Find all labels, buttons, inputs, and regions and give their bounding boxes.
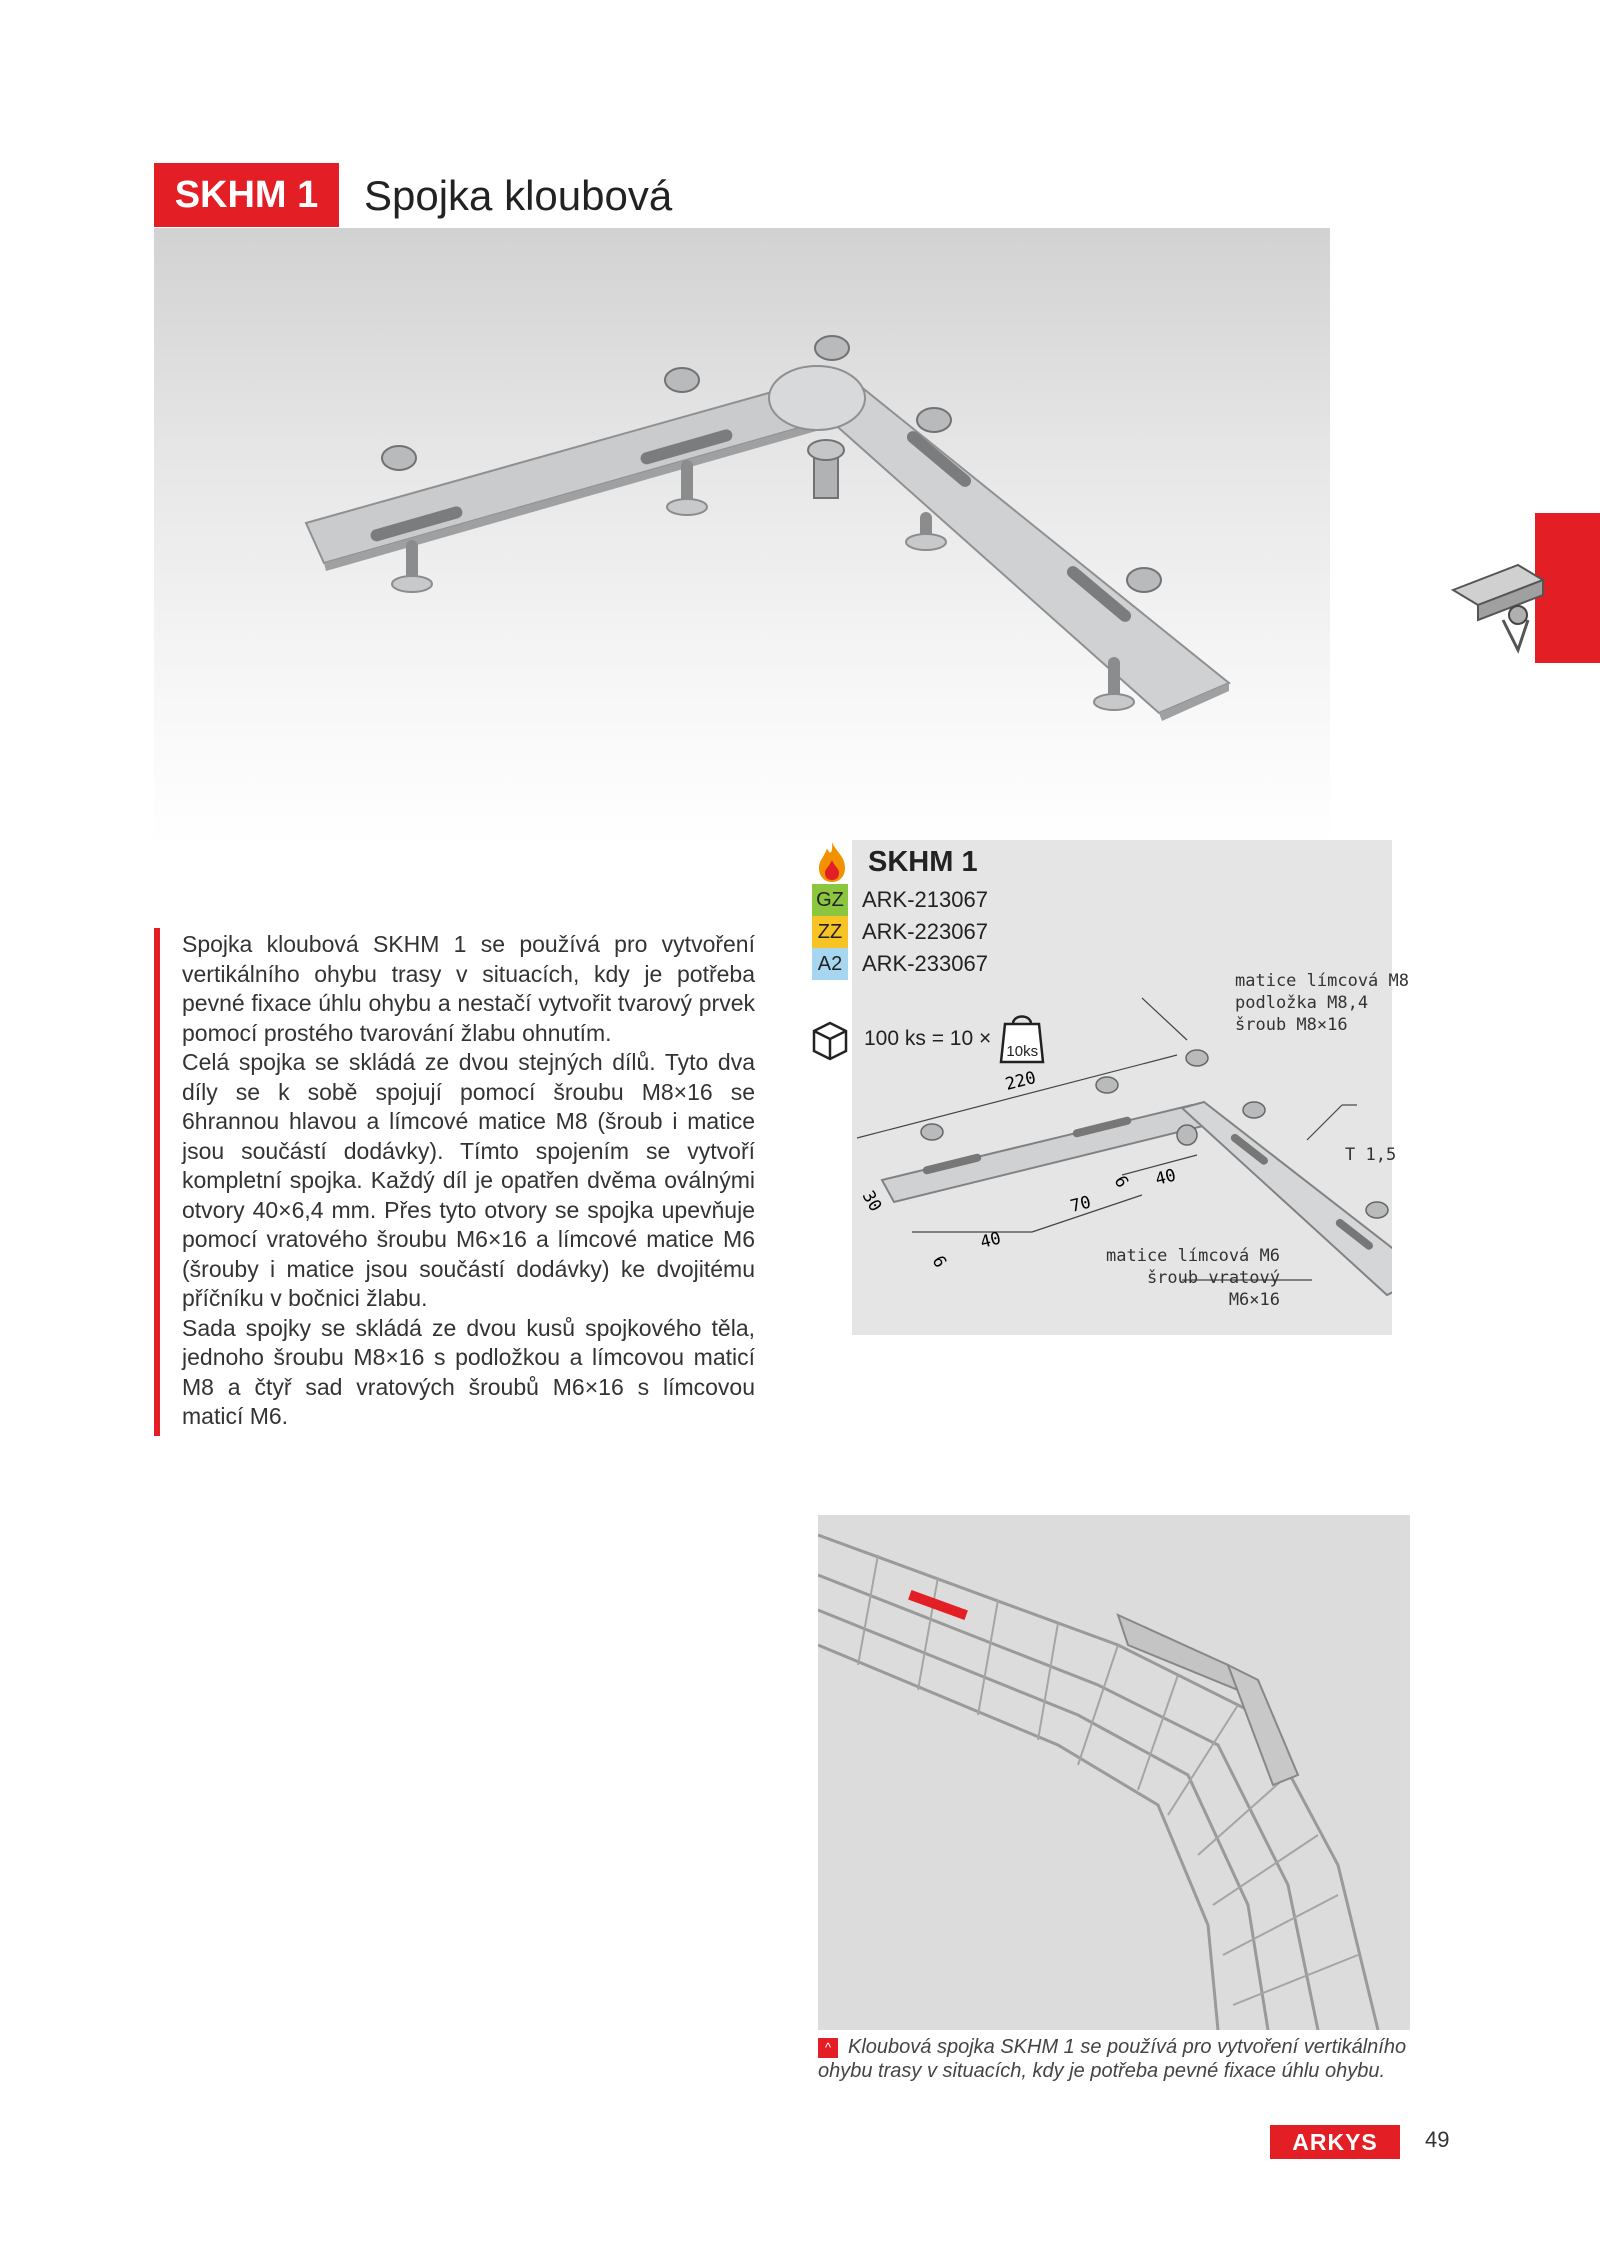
packaging-info — [808, 1012, 1047, 1066]
tray-thumbnail-icon — [1448, 520, 1558, 660]
description-paragraph: Celá spojka se skládá ze dvou stejných dílů. Tyto dva díly se k sobě spojují pomocí šroubu M8×16 se 6hrannou hlavou a límcové matice M8 (šroub i matice jsou součástí dodávky). Tímto spojením se vytvoří kompletní spojka. Každý díl je opatřen dvěma oválnými otvory 40×6,4 mm. Přes tyto otvory se spojka upevňuje pomocí vratového šroubu M6×16 a límcové matice M6 (šrouby i matice jsou součástí dodávky) ke dvojitému příčníku v bočnici žlabu. — [182, 1049, 755, 1311]
page-number: 49 — [1425, 2127, 1450, 2152]
dim-pitch: 70 — [1068, 1192, 1094, 1217]
finish-badge: ZZ — [812, 916, 848, 948]
installation-photo — [818, 1515, 1410, 2030]
description-paragraph: Spojka kloubová SKHM 1 se používá pro vytvoření vertikálního ohybu trasy v situacích, kdy je potřeba pevné fixace úhlu ohybu a nestačí vytvořit tvarový prvek pomocí prostého tvarování žlabu ohnutím. — [182, 931, 755, 1046]
bottom-callout — [1095, 1245, 1280, 1311]
fire-icon — [815, 840, 849, 884]
variant-row — [812, 916, 988, 948]
finish-badge: GZ — [812, 884, 848, 916]
callout-line: šroub vratový M6×16 — [1146, 1268, 1280, 1310]
article-code: ARK-233067 — [862, 951, 988, 976]
wire-tray-photo — [818, 1515, 1410, 2030]
variant-row — [812, 948, 988, 980]
photo-caption — [818, 2035, 1410, 2083]
thickness-callout: T 1,5 — [1345, 1145, 1397, 1165]
dim-slot-a: 40 — [978, 1228, 1004, 1253]
callout-line: podložka M8,4 — [1235, 993, 1369, 1013]
dim-slot-c: 40 — [1153, 1165, 1179, 1190]
dim-slot-b: 6 — [927, 1252, 951, 1272]
bag-icon — [997, 1012, 1047, 1066]
dim-length: 220 — [1003, 1068, 1039, 1095]
variant-list — [812, 884, 988, 980]
brand-logo: ARKYS — [1270, 2125, 1400, 2159]
callout-line: matice límcová M6 — [1106, 1246, 1280, 1266]
hero-product-image — [154, 228, 1330, 848]
product-code-badge: SKHM 1 — [154, 163, 339, 227]
section-thumbnail — [1448, 520, 1558, 660]
description-paragraph: Sada spojky se skládá ze dvou kusů spojkového těla, jednoho šroubu M8×16 s podložkou a límcovou maticí M8 a čtyř sad vratových šroubů M6×16 s límcovou maticí M6. — [182, 1314, 755, 1429]
chevron-up-icon: ^ — [818, 2038, 838, 2058]
top-callout — [1235, 970, 1409, 1036]
box-icon — [808, 1017, 852, 1061]
packaging-text: 100 ks = 10 × — [864, 1027, 992, 1050]
callout-line: matice límcová M8 — [1235, 971, 1409, 991]
page-title: Spojka kloubová — [364, 172, 673, 219]
article-code: ARK-213067 — [862, 887, 988, 912]
hinge-joint-illustration — [154, 228, 1330, 848]
variant-row — [812, 884, 988, 916]
description-accent-bar — [154, 928, 160, 1436]
finish-badge: A2 — [812, 948, 848, 980]
product-description — [182, 930, 755, 1432]
dim-slot-d: 6 — [1109, 1172, 1133, 1192]
bag-label: 10ks — [1006, 1043, 1039, 1060]
dim-width: 30 — [857, 1187, 886, 1216]
article-code: ARK-223067 — [862, 919, 988, 944]
spec-title: SKHM 1 — [868, 846, 978, 878]
callout-line: šroub M8×16 — [1235, 1015, 1348, 1035]
caption-text: Kloubová spojka SKHM 1 se používá pro vytvoření vertikálního ohybu trasy v situacích, kdy je potřeba pevné fixace úhlu ohybu. — [818, 2036, 1407, 2082]
